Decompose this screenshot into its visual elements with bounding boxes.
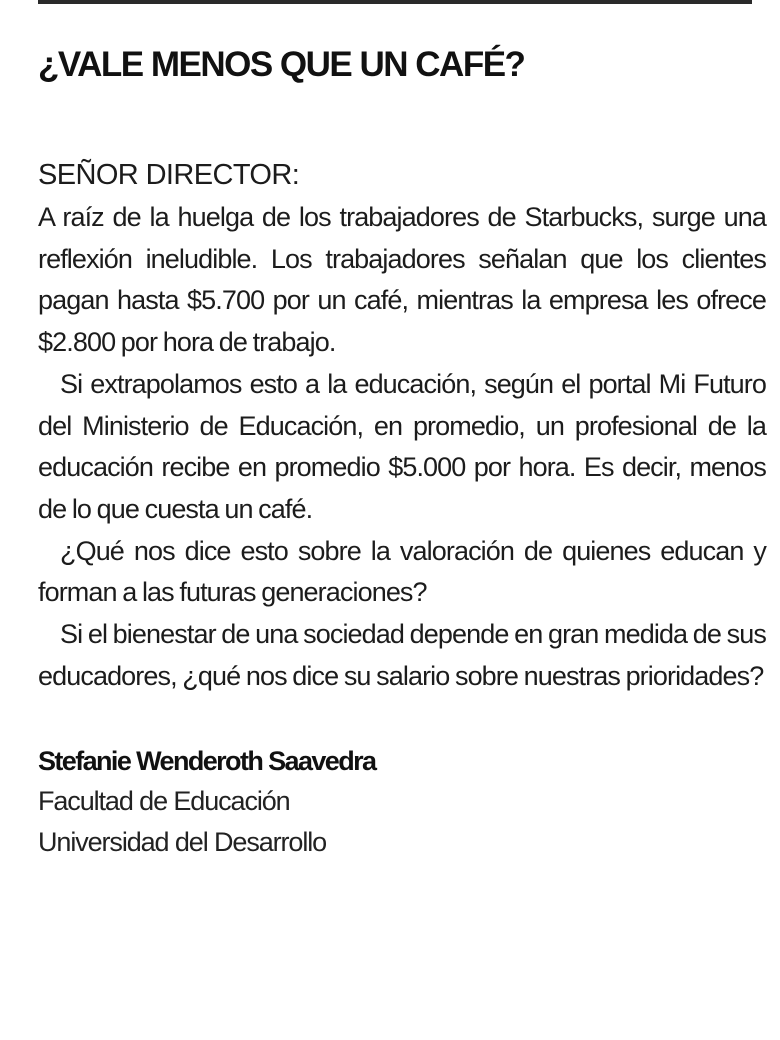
letter-signature	[38, 741, 766, 863]
author-name: Stefanie Wenderoth Saavedra	[38, 746, 376, 777]
letter-to-editor	[38, 38, 766, 863]
letter-salutation: SEÑOR DIRECTOR:	[38, 159, 300, 191]
author-university: Universidad del Desarrollo	[38, 827, 327, 858]
letter-paragraph-4: Si el bienestar de una sociedad depende en gran medida de sus educadores, ¿qué nos dice su salario sobre nuestras prioridades?	[38, 619, 766, 691]
author-faculty: Facultad de Educación	[38, 786, 290, 817]
letter-headline: ¿VALE MENOS QUE UN CAFÉ?	[38, 45, 525, 84]
letter-paragraph-3: ¿Qué nos dice esto sobre la valoración de quienes educan y forman a las futuras generaciones?	[38, 535, 766, 608]
top-divider	[38, 0, 752, 4]
letter-paragraph-2: Si extrapolamos esto a la educación, según el portal Mi Futuro del Ministerio de Educación, en promedio, un profesional de la educación recibe en promedio $5.000 por hora. Es decir, menos de lo que cuesta un café.	[38, 368, 766, 524]
letter-paragraph-1: A raíz de la huelga de los trabajadores de Starbucks, surge una reflexión ineludible. Los trabajadores señalan que los clientes pagan hasta $5.700 por un café, mientras la empresa les ofrece $2.800 por hora de trabajo.	[38, 202, 766, 358]
